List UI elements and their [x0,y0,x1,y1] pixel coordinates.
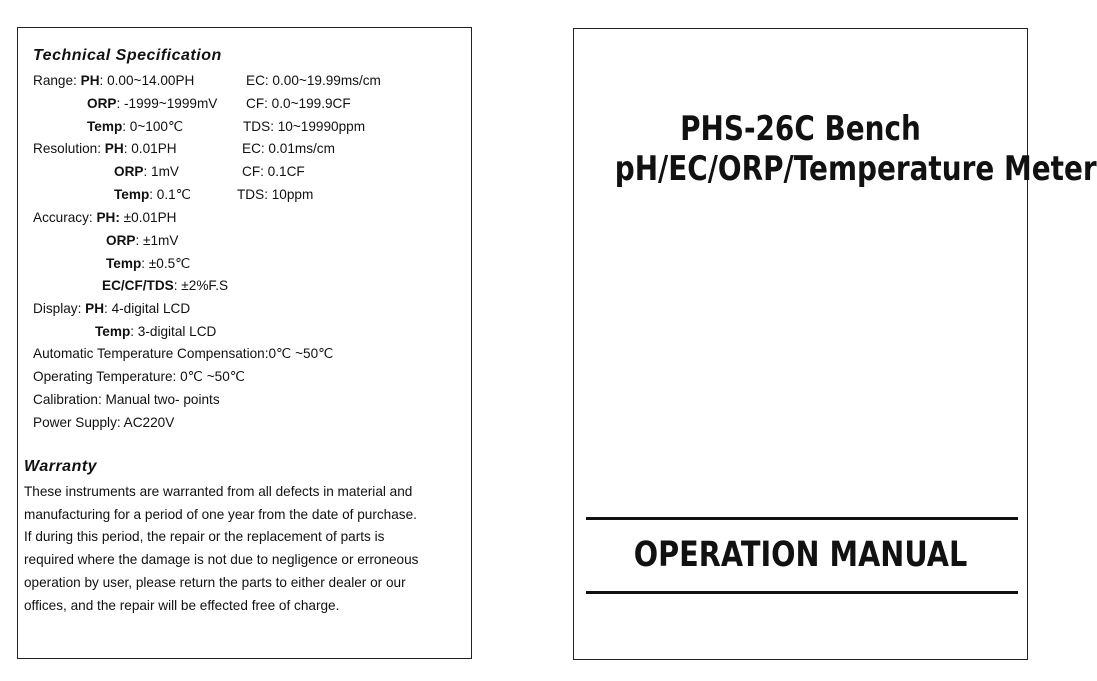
warranty-title: Warranty [24,458,98,475]
spec-param: EC/CF/TDS [102,278,174,293]
spec-col2: TDS: 10ppm [237,187,314,202]
spec-resolution-line [33,141,177,157]
spec-value: : ±1mV [135,233,179,248]
warranty-line: operation by user, please return the parts to either dealer or our [24,575,406,590]
spec-param: PH [85,301,105,316]
spec-accuracy-temp-line [106,256,190,272]
spec-param: Temp [114,187,150,202]
spec-param: ORP [87,96,117,111]
spec-accuracy-ec-line [102,278,228,294]
spec-resolution-orp-line [114,164,179,180]
spec-col2: EC: 0.01ms/cm [242,141,335,156]
spec-value: : 0.00~14.00PH [99,73,195,88]
spec-value: : ±0.5℃ [141,256,191,271]
spec-param: Temp [87,119,123,134]
spec-param: PH [104,141,124,156]
spec-param: ORP [114,164,144,179]
warranty-line: required where the damage is not due to negligence or erroneous [24,552,419,567]
spec-accuracy-orp-line [106,233,178,249]
spec-value: ±0.01PH [119,210,177,225]
spec-col2: CF: 0.0~199.9CF [246,96,351,111]
spec-value: : 0~100℃ [122,119,184,134]
spec-value: : 0.1℃ [149,187,191,202]
spec-label: Display: [33,301,82,316]
spec-value: : ±2%F.S [173,278,229,293]
spec-atc: Automatic Temperature Compensation:0℃ ~50℃ [33,346,334,361]
spec-col2: TDS: 10~19990ppm [243,119,366,134]
spec-power-supply: Power Supply: AC220V [33,415,175,430]
spec-col2: CF: 0.1CF [242,164,305,179]
warranty-line: manufacturing for a period of one year from the date of purchase. [24,507,417,522]
spec-value: : 0.01PH [123,141,177,156]
spec-value: : -1999~1999mV [116,96,218,111]
warranty-line: These instruments are warranted from all defects in material and [24,484,413,499]
top-rule [586,517,1018,520]
spec-label: Resolution: [33,141,102,156]
spec-value: : 4-digital LCD [104,301,191,316]
spec-param: Temp [95,324,131,339]
spec-page [17,27,472,659]
warranty-line: If during this period, the repair or the replacement of parts is [24,529,385,544]
spec-range-line [33,73,194,89]
cover-model-title: PHS-26C Bench [680,109,921,149]
spec-label: Range: [33,73,77,88]
spec-col2: EC: 0.00~19.99ms/cm [246,73,381,88]
spec-calibration: Calibration: Manual two- points [33,392,220,407]
spec-display-line [33,301,190,317]
warranty-line: offices, and the repair will be effected free of charge. [24,598,340,613]
spec-title: Technical Specification [33,47,222,64]
spec-accuracy-line [33,210,176,226]
spec-param: PH: [96,210,120,225]
spec-display-temp-line [95,324,216,340]
spec-param: Temp [106,256,142,271]
spec-value: : 1mV [143,164,179,179]
cover-page [573,28,1097,660]
spec-operating-temp: Operating Temperature: 0℃ ~50℃ [33,369,246,384]
spec-range-temp-line [87,119,183,135]
spec-resolution-temp-line [114,187,191,203]
spec-range-orp-line [87,96,217,112]
spec-label: Accuracy: [33,210,93,225]
spec-value: : 3-digital LCD [130,324,217,339]
cover-manual-title: OPERATION MANUAL [633,535,968,575]
spec-param: ORP [106,233,136,248]
cover-subtitle: pH/EC/ORP/Temperature Meter [614,149,1097,189]
bottom-rule [586,591,1018,594]
spec-param: PH [80,73,100,88]
